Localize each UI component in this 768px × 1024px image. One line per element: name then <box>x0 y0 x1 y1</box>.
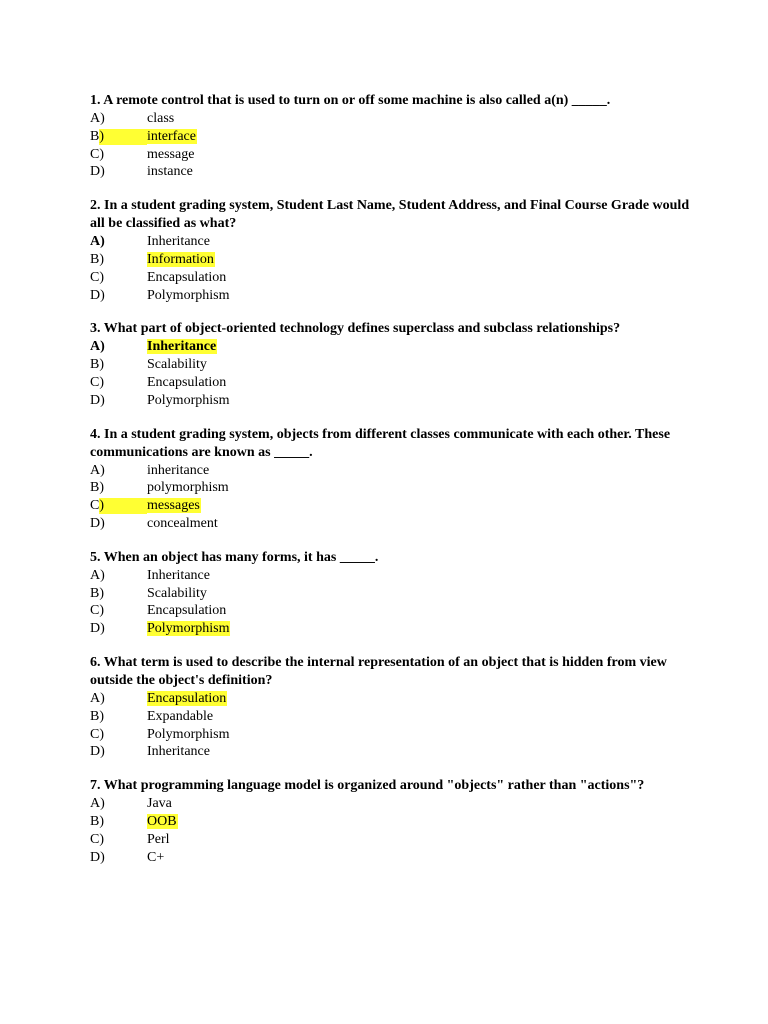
answer-option-correct <box>90 128 690 146</box>
quiz-document <box>90 92 690 882</box>
option-text: Scalability <box>147 357 207 373</box>
option-text: Scalability <box>147 585 207 601</box>
option-letter <box>90 392 147 410</box>
option-text: message <box>147 146 195 162</box>
option-letter-label: B) <box>90 251 104 267</box>
option-letter-label: B) <box>90 813 104 829</box>
option-letter-label: D) <box>90 744 105 760</box>
question-text: 6. What term is used to describe the internal representation of an object that is hidden from view outside the object's definition? <box>90 654 667 688</box>
option-text: messages <box>147 498 200 514</box>
answer-option-correct <box>90 251 690 269</box>
option-text: interface <box>147 128 196 144</box>
option-letter <box>90 251 147 269</box>
question-text: 2. In a student grading system, Student Last Name, Student Address, and Final Course Grade would all be classified as what? <box>90 198 690 232</box>
option-text: Expandable <box>147 708 214 724</box>
option-letter <box>90 726 147 744</box>
option-letter-label: A) <box>90 234 105 250</box>
option-letter <box>90 743 147 761</box>
option-letter-label: D) <box>90 621 105 637</box>
option-letter <box>90 163 147 181</box>
answer-option <box>90 602 690 620</box>
option-text: Polymorphism <box>147 621 230 637</box>
highlight-mark <box>99 129 147 145</box>
question-text: 5. When an object has many forms, it has _____. <box>90 549 379 565</box>
option-letter-label: C) <box>90 726 104 742</box>
option-letter <box>90 795 147 813</box>
option-text: Encapsulation <box>147 690 227 706</box>
highlight-mark <box>99 498 147 514</box>
question-text: 3. What part of object-oriented technology defines superclass and subclass relationships? <box>90 321 621 337</box>
option-text: Inheritance <box>147 234 210 250</box>
option-letter <box>90 233 147 251</box>
option-letter <box>90 128 147 146</box>
answer-option <box>90 146 690 164</box>
option-letter-label: D) <box>90 164 105 180</box>
answer-option-correct <box>90 338 690 356</box>
option-text: Information <box>147 251 214 267</box>
option-letter <box>90 338 147 356</box>
option-letter-label: A) <box>90 462 105 478</box>
answer-option <box>90 392 690 410</box>
option-letter <box>90 620 147 638</box>
answer-option <box>90 795 690 813</box>
answer-option <box>90 356 690 374</box>
option-letter-label: C) <box>90 498 104 514</box>
option-letter <box>90 849 147 867</box>
option-text: Inheritance <box>147 339 217 355</box>
answer-option-correct <box>90 813 690 831</box>
answer-option <box>90 849 690 867</box>
answer-option <box>90 287 690 305</box>
option-letter <box>90 462 147 480</box>
option-text: Perl <box>147 831 170 847</box>
answer-option <box>90 708 690 726</box>
question-5 <box>90 549 690 638</box>
option-text: Inheritance <box>147 744 210 760</box>
option-letter <box>90 831 147 849</box>
option-text: Polymorphism <box>147 726 230 742</box>
question-4 <box>90 426 690 533</box>
option-letter-label: D) <box>90 849 105 865</box>
option-letter-label: A) <box>90 690 105 706</box>
answer-option <box>90 831 690 849</box>
option-text: polymorphism <box>147 480 229 496</box>
option-text: inheritance <box>147 462 210 478</box>
option-letter-label: C) <box>90 374 104 390</box>
option-letter <box>90 690 147 708</box>
option-letter <box>90 356 147 374</box>
option-text: OOB <box>147 813 177 829</box>
option-letter-label: C) <box>90 269 104 285</box>
option-letter-label: C) <box>90 831 104 847</box>
answer-option <box>90 726 690 744</box>
question-3 <box>90 320 690 409</box>
answer-option <box>90 163 690 181</box>
option-letter <box>90 146 147 164</box>
option-letter <box>90 585 147 603</box>
option-letter <box>90 287 147 305</box>
option-letter-label: B) <box>90 128 104 144</box>
option-letter <box>90 602 147 620</box>
answer-option <box>90 110 690 128</box>
option-text: Encapsulation <box>147 374 227 390</box>
option-letter <box>90 567 147 585</box>
answer-option <box>90 374 690 392</box>
option-text: Encapsulation <box>147 269 227 285</box>
question-text: 7. What programming language model is organized around "objects" rather than "actions"? <box>90 778 645 794</box>
option-letter <box>90 515 147 533</box>
answer-option <box>90 743 690 761</box>
question-6 <box>90 654 690 761</box>
option-letter-label: D) <box>90 287 105 303</box>
option-letter-label: D) <box>90 392 105 408</box>
option-text: Polymorphism <box>147 392 230 408</box>
question-text: 1. A remote control that is used to turn on or off some machine is also called a(n) _____. <box>90 93 611 108</box>
question-text: 4. In a student grading system, objects from different classes communicate with each other. These communications are known as _____. <box>90 426 671 460</box>
option-letter <box>90 813 147 831</box>
option-letter-label: C) <box>90 146 104 162</box>
answer-option <box>90 515 690 533</box>
option-letter-label: A) <box>90 111 105 126</box>
option-letter <box>90 497 147 515</box>
option-letter-label: A) <box>90 567 105 583</box>
option-text: instance <box>147 164 193 180</box>
option-text: class <box>147 111 175 126</box>
option-letter-label: B) <box>90 480 104 496</box>
answer-option <box>90 479 690 497</box>
option-letter <box>90 479 147 497</box>
option-letter <box>90 374 147 392</box>
answer-option <box>90 233 690 251</box>
answer-option-correct <box>90 620 690 638</box>
option-letter <box>90 110 147 128</box>
answer-option <box>90 585 690 603</box>
question-2 <box>90 197 690 304</box>
option-letter-label: A) <box>90 339 105 355</box>
option-letter <box>90 708 147 726</box>
option-text: Java <box>147 796 172 812</box>
answer-option <box>90 462 690 480</box>
option-letter-label: D) <box>90 515 105 531</box>
answer-option <box>90 269 690 287</box>
answer-option-correct <box>90 690 690 708</box>
question-7 <box>90 777 690 866</box>
option-letter-label: B) <box>90 357 104 373</box>
option-text: Encapsulation <box>147 603 227 619</box>
option-text: Polymorphism <box>147 287 230 303</box>
option-letter-label: B) <box>90 708 104 724</box>
option-text: C+ <box>147 849 165 865</box>
option-letter-label: A) <box>90 796 105 812</box>
answer-option <box>90 567 690 585</box>
option-letter-label: B) <box>90 585 104 601</box>
answer-option-correct <box>90 497 690 515</box>
option-letter <box>90 269 147 287</box>
option-text: Inheritance <box>147 567 210 583</box>
question-1 <box>90 92 690 181</box>
option-letter-label: C) <box>90 603 104 619</box>
option-text: concealment <box>147 515 218 531</box>
